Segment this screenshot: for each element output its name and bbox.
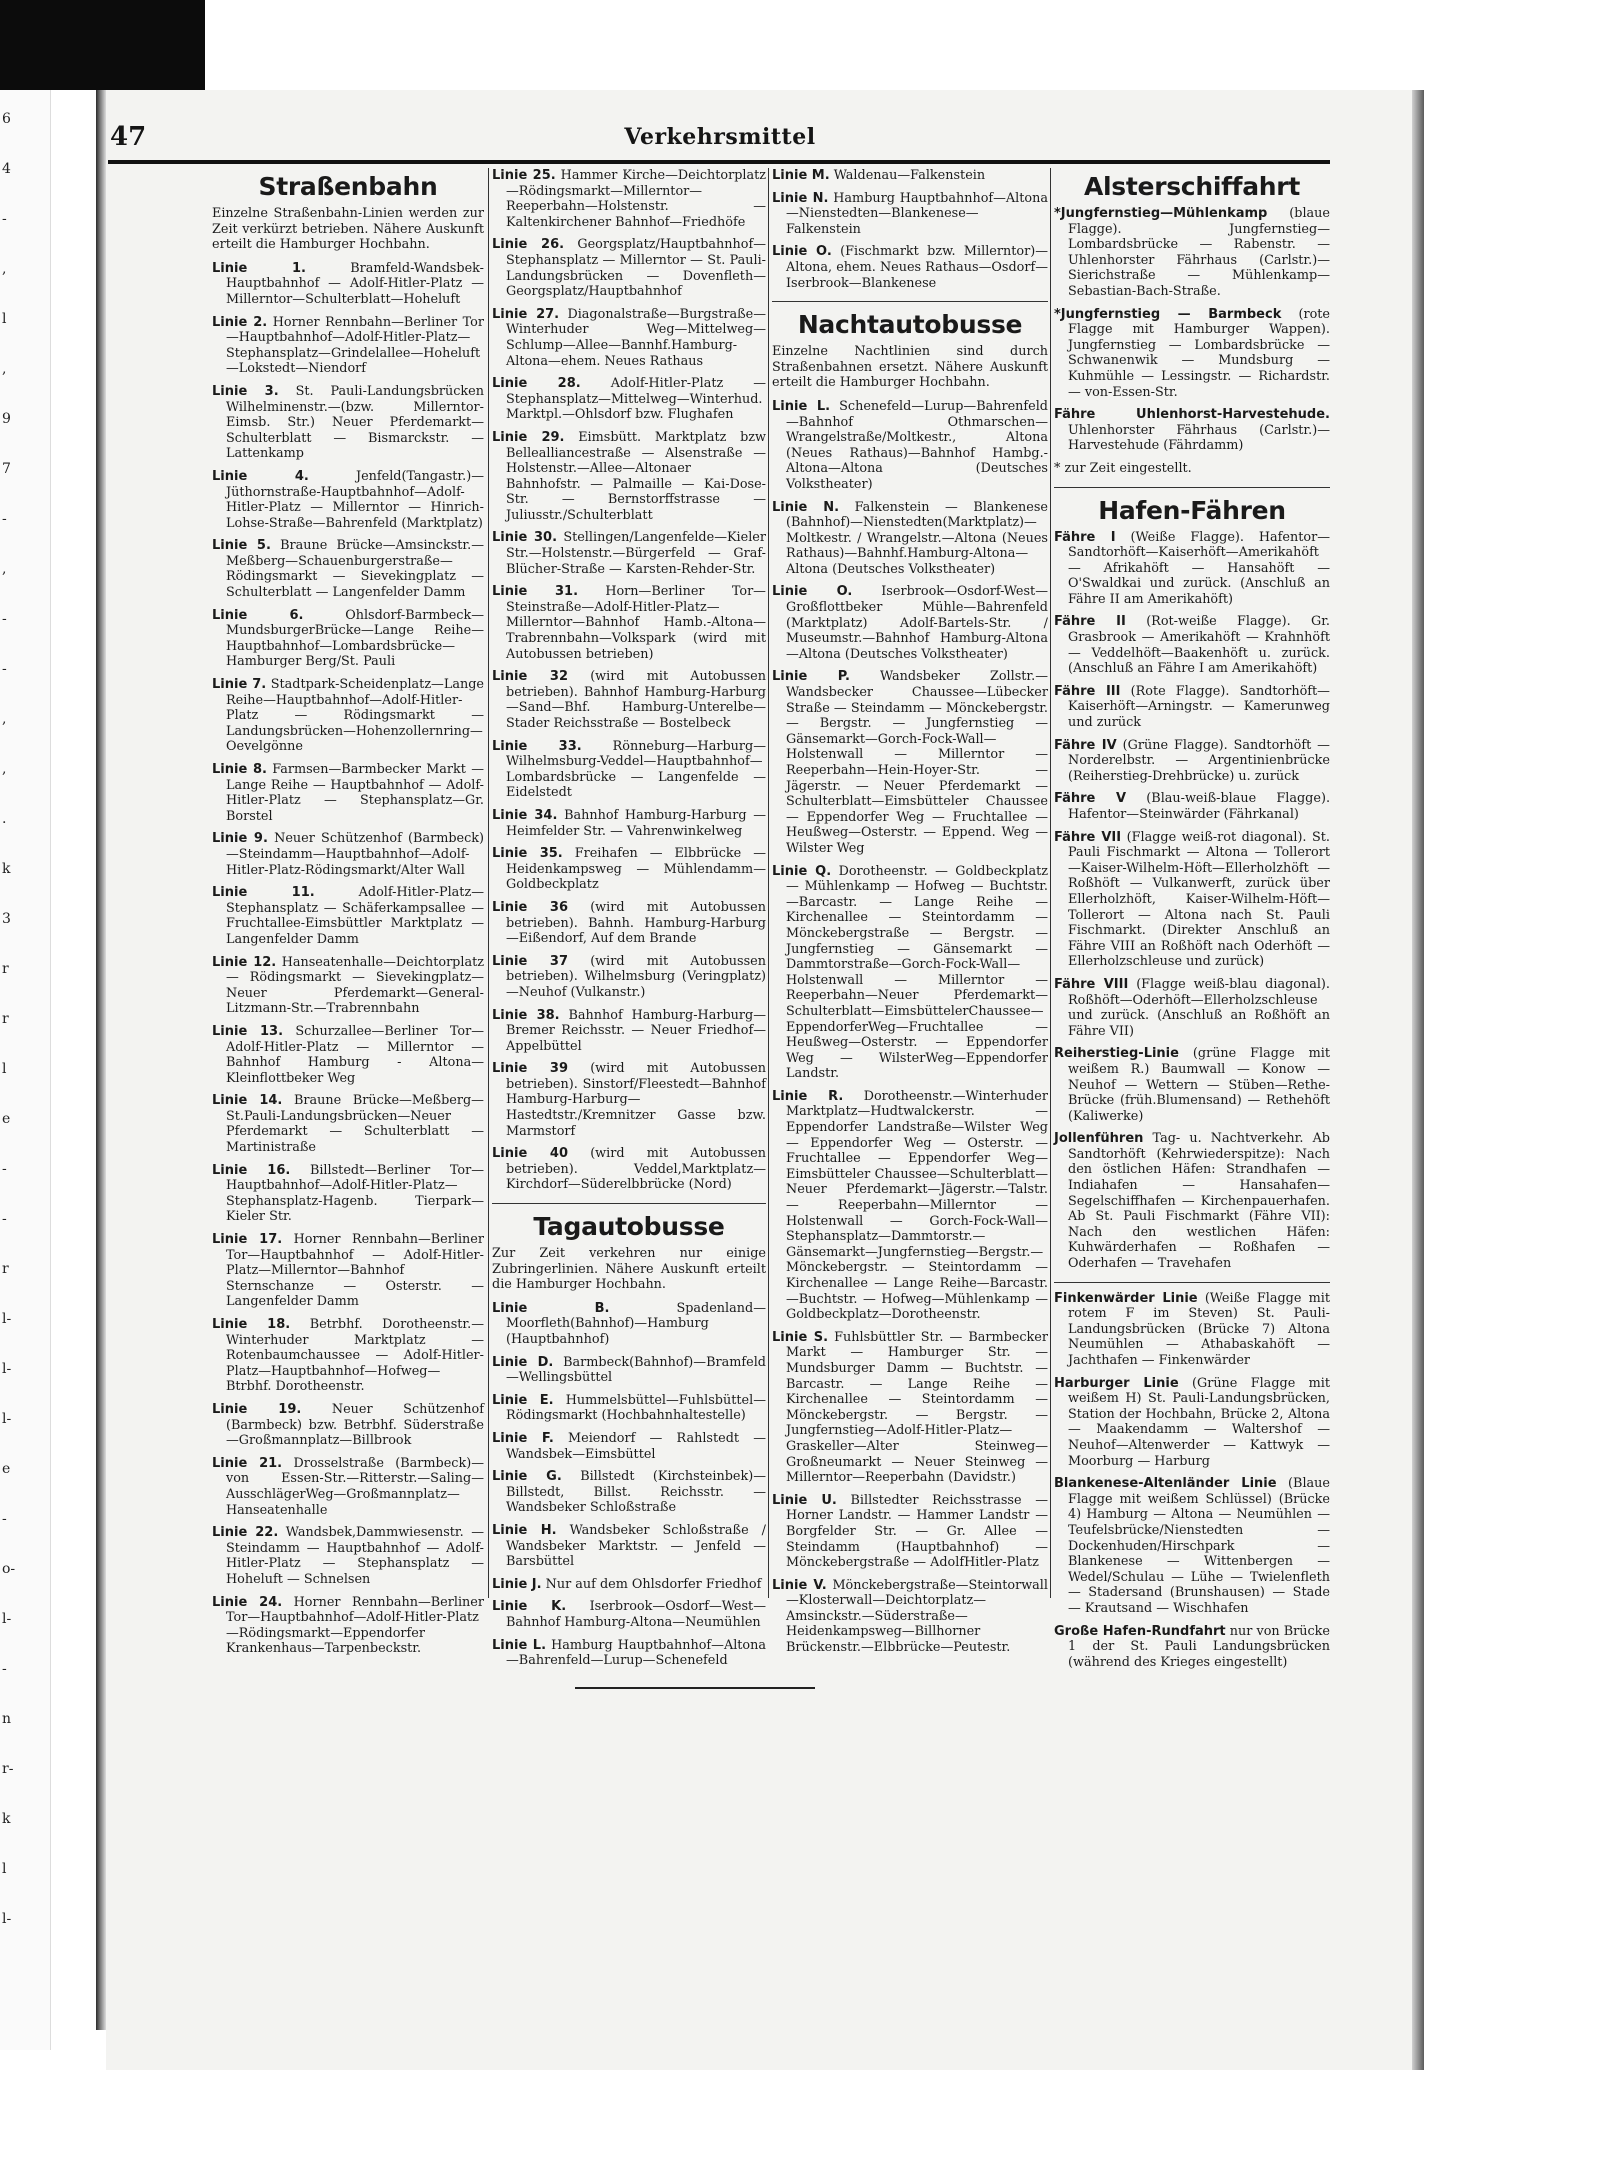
section-rule — [1054, 487, 1330, 488]
route-label: Linie D. — [492, 1354, 554, 1370]
route-entry — [212, 955, 484, 1017]
route-entry — [212, 538, 484, 600]
route-entry — [1054, 206, 1330, 300]
route-entry — [772, 1330, 1048, 1486]
route-label: Linie 1. — [212, 260, 306, 276]
route-label: Linie 4. — [212, 468, 309, 484]
adjacent-page-fragment: r — [2, 1261, 9, 1277]
section-title-hafen-faehren: Hafen-Fähren — [1098, 495, 1286, 525]
route-label: Linie 30. — [492, 530, 558, 546]
adjacent-page-fragment: - — [2, 1511, 7, 1527]
route-entry — [492, 237, 766, 299]
route-entry — [492, 1301, 766, 1348]
route-label: Linie 36 — [492, 899, 568, 915]
route-stops: (wird mit Autobussen betrieben). Wilhelmsburg (Veringplatz)—Neuhof (Vulkanstr.) — [506, 953, 766, 1000]
route-entry — [492, 1469, 766, 1516]
route-entry — [212, 1163, 484, 1225]
route-list — [212, 261, 484, 1657]
route-entry — [492, 1638, 766, 1669]
route-label: *Jungfernstieg — Barmbeck — [1054, 306, 1282, 322]
route-label: Linie 39 — [492, 1061, 568, 1077]
route-stops: Bahnhof Hamburg-Harburg — Heimfelder Str. — Vahrenwinkelweg — [506, 807, 766, 839]
route-stops: Horn—Berliner Tor—Steinstraße—Adolf-Hitler-Platz—Millerntor—Bahnhof Hamb.-Altona—Trabrennbahn—Volkspark (wird mit Autobussen betrieben) — [506, 584, 766, 662]
route-stops: (wird mit Autobussen betrieben). Bahnh. Hamburg-Harburg—Eißendorf, Auf dem Brande — [506, 899, 766, 947]
route-entry — [212, 315, 484, 377]
section-title-tagautobusse: Tagautobusse — [533, 1212, 725, 1242]
route-label: Linie 11. — [212, 885, 315, 901]
route-entry — [212, 1317, 484, 1395]
route-label: Fähre Uhlenhorst-Harvestehude. — [1054, 407, 1330, 423]
route-label: Linie 24. — [212, 1594, 283, 1610]
route-entry — [492, 1393, 766, 1424]
route-entry — [212, 469, 484, 531]
route-label: Linie J. — [492, 1576, 542, 1592]
route-entry — [1054, 1046, 1330, 1124]
route-label: Linie F. — [492, 1430, 554, 1446]
section-rule — [492, 1203, 766, 1204]
header-rule — [108, 160, 1330, 164]
adjacent-page-fragment: k — [2, 861, 11, 877]
route-entry — [212, 261, 484, 308]
route-entry — [212, 608, 484, 670]
section-intro: Einzelne Nachtlinien sind durch Straßenbahnen ersetzt. Nähere Auskunft erteilt die Hamburger Hochbahn. — [772, 344, 1048, 391]
route-label: Linie P. — [772, 669, 850, 685]
route-label: Linie 17. — [212, 1232, 283, 1248]
route-stops: Bahnhof Hamburg-Harburg—Bremer Reichsstr. — Neuer Friedhof—Appelbüttel — [506, 1007, 766, 1054]
route-entry — [772, 244, 1048, 291]
route-label: *Jungfernstieg—Mühlenkamp — [1054, 206, 1268, 221]
route-label: Linie N. — [772, 499, 840, 515]
adjacent-page-fragment: l- — [2, 1361, 12, 1377]
section-intro: Zur Zeit verkehren nur einige Zubringerlinien. Nähere Auskunft erteilt die Hamburger Hochbahn. — [492, 1246, 766, 1293]
route-label: Linie 7. — [212, 677, 267, 693]
section-title-alsterschiffahrt: Alsterschiffahrt — [1083, 172, 1300, 201]
route-entry — [772, 584, 1048, 662]
adjacent-page-fragment: 7 — [2, 461, 11, 477]
route-entry — [1054, 684, 1330, 731]
route-entry — [1054, 407, 1330, 454]
adjacent-page-fragment: - — [2, 211, 7, 227]
route-stops: Stellingen/Langenfelde—Kieler Str.—Holstenstr.—Bürgerfeld — Graf-Blücher-Straße — Karsten-Rehder-Str. — [506, 530, 766, 577]
route-stops: (Weiße Flagge mit rotem F im Steven) St. Pauli-Landungsbrücken (Brücke 7) Altona Neumühlen — Athabaskahöft — Jachthafen — Finkenwärder — [1068, 1290, 1331, 1368]
route-entry — [492, 1523, 766, 1570]
route-label: Linie 38. — [492, 1007, 560, 1023]
route-stops: Hammer Kirche—Deichtorplatz—Rödingsmarkt—Millerntor—Reeperbahn—Holstenstr. — Kaltenkirchener Bahnhof—Friedhöfe — [506, 168, 766, 230]
route-entry — [772, 1493, 1048, 1571]
route-entry — [492, 430, 766, 524]
route-entry — [1054, 307, 1330, 401]
route-label: Linie 40 — [492, 1146, 568, 1162]
route-entry — [772, 1578, 1048, 1656]
route-stops: Neuer Schützenhof (Barmbeck) bzw. Betrbhf. Süderstraße—Großmannplatz—Billbrook — [226, 1401, 484, 1449]
route-list — [772, 168, 1048, 291]
route-entry — [212, 1402, 484, 1449]
section-title-nachtautobusse: Nachtautobusse — [797, 310, 1023, 340]
column-nachtautobusse — [772, 168, 1048, 1663]
route-entry — [492, 846, 766, 893]
adjacent-page-fragment: l — [2, 1061, 7, 1077]
route-entry — [1054, 1376, 1330, 1470]
route-stops: Horner Rennbahn—Berliner Tor—Hauptbahnhof—Adolf-Hitler-Platz—Stephansplatz—Grindelallee—Hoheluft—Lokstedt—Niendorf — [226, 314, 484, 377]
adjacent-page-fragment: - — [2, 1211, 7, 1227]
route-stops: Eimsbütt. Marktplatz bzw Bellealliancestraße — Alsenstraße — Holstenstr.—Allee—Altonaer Bahnhofstr. — Palmaille — Kai-Dose-Str. — Bernstorffstrasse — Juliusstr./Schulterblatt — [506, 429, 766, 523]
route-label: Linie 3. — [212, 383, 279, 399]
adjacent-page-fragment: o- — [2, 1561, 16, 1577]
route-entry — [212, 1525, 484, 1587]
adjacent-page-fragment: l- — [2, 1411, 12, 1427]
route-stops: Iserbrook—Osdorf—West—Bahnhof Hamburg-Altona—Neumühlen — [506, 1599, 766, 1630]
route-stops: Braune Brücke—Meßberg—St.Pauli-Landungsbrücken—Neuer Pferdemarkt — Schulterblatt — Martinistraße — [226, 1093, 484, 1156]
route-label: Linie 14. — [212, 1093, 283, 1109]
route-label: Linie 29. — [492, 429, 565, 445]
route-stops: Hamburg Hauptbahnhof—Altona—Nienstedten—Blankenese—Falkenstein — [786, 190, 1048, 237]
route-stops: Iserbrook—Osdorf-West—Großflottbeker Mühle—Bahrenfeld (Marktplatz) Adolf-Bartels-Str. / Museumstr.—Bahnhof Hamburg-Altona—Altona (Deutsches Volkstheater) — [786, 584, 1048, 662]
adjacent-page-fragment: - — [2, 511, 7, 527]
route-label: Linie R. — [772, 1088, 844, 1104]
route-entry — [772, 168, 1048, 184]
route-stops: Ohlsdorf-Barmbeck—MundsburgerBrücke—Lange Reihe—Hauptbahnhof—Lombardsbrücke—Hamburger Berg/St. Pauli — [226, 607, 484, 670]
route-stops: Horner Rennbahn—Berliner Tor—Hauptbahnhof — Adolf-Hitler-Platz—Millerntor—Bahnhof Sternschanze — Osterstr. — Langenfelder Damm — [226, 1232, 484, 1310]
route-label: Linie 19. — [212, 1401, 302, 1417]
route-stops: (Blaue Flagge mit weißem Schlüssel) (Brücke 4) Hamburg — Altona — Neumühlen — Teufelsbrücke/Nienstedten — Dockenhuden/Hirschpark — Blankenese — Wittenbergen — Wedel/Schulau — Lühe — Twielenfleth — Stadersand (Brunshausen) — Stade — Krautsand — Wischhafen — [1068, 1476, 1330, 1616]
route-stops: Hamburg Hauptbahnhof—Altona—Bahrenfeld—Lurup—Schenefeld — [506, 1637, 767, 1669]
route-entry — [492, 1355, 766, 1386]
adjacent-page-fragment: - — [2, 661, 7, 677]
route-stops: Billstedter Reichsstrasse — Horner Landstr. — Hammer Landstr — Borgfelder Str. — Gr. Allee — Steindamm (Hauptbahnhof) — Mönckebergstraße — AdolfHitler-Platz — [786, 1492, 1048, 1571]
route-label: Linie 9. — [212, 831, 268, 847]
route-stops: Georgsplatz/Hauptbahnhof—Stephansplatz — Millerntor — St. Pauli-Landungsbrücken — Dovenfleth—Georgsplatz/Hauptbahnhof — [506, 237, 766, 300]
route-stops: Wandsbeker Schloßstraße / Wandsbeker Marktstr. — Jenfeld — Barsbüttel — [506, 1522, 766, 1570]
route-stops: Fuhlsbüttler Str. — Barmbecker Markt — Hamburger Str. — Mundsburger Damm — Buchtstr. — Barcastr. — Lange Reihe — Kirchenallee — Steintordamm — Mönckebergstr. — Bergstr. — Jungfernstieg—Adolf-Hitler-Platz—Graskeller—Alter Steinweg—Großneumarkt — Neuer Steinweg — Millerntor—Reeperbahn (Davidstr.) — [786, 1329, 1048, 1486]
route-stops: Nur auf dem Ohlsdorfer Friedhof — [545, 1576, 762, 1592]
route-label: Linie K. — [492, 1599, 567, 1615]
running-title: Verkehrsmittel — [624, 124, 816, 150]
route-stops: Tag- u. Nachtverkehr. Ab Sandtorhöft (Kehrwiederspitze): Nach den östlichen Häfen: Strandhafen — Indiahafen — Hansahafen—Segelschiffhafen — Kirchenpauerhafen. Ab St. Pauli Fischmarkt (Fähre VII): Nach den westlichen Häfen: Kuhwärderhafen — Roßhafen — Oderhafen — Travehafen — [1068, 1131, 1331, 1272]
route-stops: Wandsbek,Dammwiesenstr. — Steindamm — Hauptbahnhof — Adolf-Hitler-Platz — Stephansplatz — Hoheluft — Schnelsen — [226, 1525, 484, 1587]
binding-shadow — [96, 90, 106, 2030]
route-label: Linie L. — [492, 1637, 547, 1653]
adjacent-page-fragment: , — [2, 561, 7, 577]
route-entry — [492, 954, 766, 1001]
route-stops: (grüne Flagge mit weißem R.) Baumwall — Konow — Neuhof — Wettern — Stüben—Rethe-Brücke (früh.Blumensand) — Rethehöft (Kaliwerke) — [1068, 1046, 1330, 1124]
adjacent-page-fragment: 9 — [2, 411, 11, 427]
route-stops: Billstedt (Kirchsteinbek)—Billstedt, Billst. Reichsstr. — Wandsbeker Schloßstraße — [506, 1469, 767, 1516]
route-stops: St. Pauli-Landungsbrücken Wilhelminenstr.—(bzw. Millerntor-Eimsb. Str.) Neuer Pferdemarkt—Schulterblatt — Bismarckstr. — Lattenkamp — [226, 383, 484, 462]
route-stops: (Grüne Flagge mit weißem H) St. Pauli-Landungsbrücken, Station der Hochbahn, Brücke 2, Altona — Maakendamm — Waltershof — Neuhof—Altenwerder — Kattwyk — Moorburg — Harburg — [1068, 1375, 1330, 1469]
route-list — [772, 399, 1048, 1656]
route-stops: Uhlenhorster Fährhaus (Carlstr.)—Harvestehude (Fährdamm) — [1068, 422, 1330, 454]
adjacent-page-fragment: 6 — [2, 111, 11, 127]
route-stops: Wandsbeker Zollstr.—Wandsbecker Chaussee—Lübecker Straße — Steindamm — Mönckebergstr. — Bergstr. — Jungfernstieg — Gänsemarkt—Gorch-Fock-Wall—Holstenwall — Millerntor — Reeperbahn—Hein-Hoyer-Str. — Jägerstr. — Neuer Pferdemarkt — Schulterblatt—Eimsbütteler Chaussee — Eppendorfer Weg — Fruchtallee — Heußweg—Osterstr. — Eppend. Weg — Wilster Weg — [786, 669, 1049, 856]
route-stops: Bramfeld-Wandsbek-Hauptbahnhof — Adolf-Hitler-Platz — Millerntor—Schulterblatt—Hoheluft — [226, 260, 484, 307]
route-label: Linie 2. — [212, 314, 268, 330]
route-entry — [492, 307, 766, 369]
route-label: Große Hafen-Rundfahrt — [1054, 1623, 1226, 1639]
adjacent-page-fragment: , — [2, 261, 7, 277]
route-stops: Jenfeld(Tangastr.)—Jüthornstraße-Hauptbahnhof—Adolf-Hitler-Platz — Millerntor — Hinrich-Lohse-Straße—Bahrenfeld (Marktplatz) — [226, 468, 484, 531]
route-label: Linie U. — [772, 1492, 837, 1508]
page-header — [110, 118, 1330, 164]
route-label: Fähre IV — [1054, 737, 1117, 753]
route-label: Linie 22. — [212, 1525, 279, 1541]
route-stops: Drosselstraße (Barmbeck)—von Essen-Str.—Ritterstr.—Saling—AusschlägerWeg—Großmannplatz—Hanseatenhalle — [226, 1455, 484, 1518]
route-entry — [212, 1093, 484, 1155]
adjacent-page-fragment: e — [2, 1111, 11, 1127]
route-stops: Farmsen—Barmbecker Markt — Lange Reihe — Hauptbahnhof — Adolf-Hitler-Platz — Stephansplatz—Gr. Borstel — [226, 762, 484, 824]
section-intro: Einzelne Straßenbahn-Linien werden zur Zeit verkürzt betrieben. Nähere Auskunft erteilt die Hamburger Hochbahn. — [212, 206, 484, 253]
route-entry — [492, 739, 766, 801]
adjacent-page-fragment: 3 — [2, 911, 11, 927]
route-entry — [772, 500, 1048, 578]
route-stops: Betrbhf. Dorotheenstr.—Winterhuder Marktplatz — Rotenbaumchaussee — Adolf-Hitler-Platz—Hauptbahnhof—Hofweg—Btrbhf. Dorotheenstr. — [226, 1317, 485, 1395]
route-entry — [492, 1146, 766, 1193]
section-title-strassenbahn: Straßenbahn — [258, 172, 438, 201]
section-rule — [1054, 1282, 1330, 1283]
route-label: Linie E. — [492, 1392, 554, 1408]
route-entry — [1054, 1476, 1330, 1616]
route-stops: (wird mit Autobussen betrieben). Sinstorf/Fleestedt—Bahnhof Hamburg-Harburg—Hastedtstr./Kremnitzer Gasse bzw. Marmstorf — [506, 1061, 766, 1139]
adjacent-page-edge — [0, 90, 51, 2050]
route-stops: (Flagge weiß-rot diagonal). St. Pauli Fischmarkt — Altona — Tollerort—Kaiser-Wilhelm-Höft—Ellerholzhöft — Roßhöft — Vulkanwerft, zurück über Ellerholzhöft, Kaiser-Wilhelm-Höft—Tollerort — Altona nach St. Pauli Fischmarkt. (Direkter Anschluß an Fähre VIII an Roßhöft nach Oderhöft — Ellerholzschleuse und zurück) — [1068, 829, 1330, 970]
column-divider — [768, 168, 769, 1598]
route-entry — [772, 669, 1048, 856]
route-entry — [1054, 530, 1330, 608]
route-stops: Schenefeld—Lurup—Bahrenfeld—Bahnhof Othmarschen—Wrangelstraße/Moltkestr., Altona (Neues Rathaus)—Bahnhof Hambg.-Altona—Altona (Deutsches Volkstheater) — [786, 398, 1048, 492]
route-entry — [492, 1061, 766, 1139]
route-stops: Braune Brücke—Amsinckstr.—Meßberg—Schauenburgerstraße—Rödingsmarkt — Sievekingplatz — Schulterblatt — Langenfelder Damm — [226, 538, 484, 601]
route-entry — [492, 584, 766, 662]
route-label: Linie 5. — [212, 538, 271, 554]
adjacent-page-fragment: - — [2, 1161, 7, 1177]
route-label: Fähre I — [1054, 529, 1116, 545]
route-list — [492, 1301, 766, 1669]
route-list — [1054, 1291, 1330, 1671]
footnote: * zur Zeit eingestellt. — [1054, 460, 1192, 476]
route-entry — [212, 1232, 484, 1310]
route-stops: Rönneburg—Harburg—Wilhelmsburg-Veddel—Hauptbahnhof—Lombardsbrücke — Langenfelde — Eidelstedt — [506, 738, 766, 801]
route-entry — [492, 669, 766, 731]
route-entry — [212, 831, 484, 878]
route-label: Jollenführen — [1054, 1131, 1144, 1147]
route-entry — [492, 376, 766, 423]
route-stops: Horner Rennbahn—Berliner Tor—Hauptbahnhof—Adolf-Hitler-Platz—Rödingsmarkt—Eppendorfer Krankenhaus—Tarpenbeckstr. — [226, 1594, 484, 1657]
route-list — [1054, 206, 1330, 454]
adjacent-page-fragment: r- — [2, 1761, 14, 1777]
route-label: Linie 31. — [492, 584, 579, 600]
section-rule — [772, 301, 1048, 302]
route-stops: (wird mit Autobussen betrieben). Veddel,Marktplatz—Kirchdorf—Süderelbbrücke (Nord) — [506, 1146, 766, 1193]
route-label: Linie Q. — [772, 863, 832, 879]
route-entry — [1054, 1624, 1330, 1671]
adjacent-page-fragment: - — [2, 1661, 7, 1677]
adjacent-page-fragment: l — [2, 1861, 7, 1877]
column-divider — [1050, 168, 1051, 1598]
route-label: Linie 28. — [492, 376, 581, 392]
route-label: Fähre VII — [1054, 829, 1122, 845]
route-stops: Diagonalstraße—Burgstraße—Winterhuder Weg—Mittelweg—Schlump—Allee—Bannhf.Hamburg-Altona—ehem. Neues Rathaus — [506, 306, 766, 369]
route-label: Linie N. — [772, 190, 829, 206]
route-label: Linie 18. — [212, 1317, 291, 1332]
route-label: Linie 37 — [492, 953, 568, 969]
route-label: Linie 13. — [212, 1023, 284, 1039]
route-entry — [772, 399, 1048, 493]
route-label: Linie S. — [772, 1329, 829, 1345]
route-stops: Stadtpark-Scheidenplatz—Lange Reihe—Hauptbahnhof—Adolf-Hitler-Platz — Rödingsmarkt — Landungsbrücken—Hohenzollernring—Oevelgönne — [226, 677, 484, 755]
route-stops: Waldenau—Falkenstein — [833, 168, 986, 183]
adjacent-page-fragment: l- — [2, 1611, 12, 1627]
adjacent-page-fragment: l- — [2, 1911, 12, 1927]
route-entry — [212, 885, 484, 947]
adjacent-page-fragment: r — [2, 1011, 9, 1027]
page-right-edge — [1412, 90, 1424, 2070]
route-label: Linie L. — [772, 398, 831, 414]
adjacent-page-fragment: , — [2, 361, 7, 377]
page-number: 47 — [110, 122, 147, 152]
route-label: Reiherstieg-Linie — [1054, 1046, 1179, 1062]
route-stops: Spadenland—Moorfleth(Bahnhof)—Hamburg (Hauptbahnhof) — [506, 1300, 766, 1347]
route-label: Linie 33. — [492, 738, 582, 754]
route-label: Linie H. — [492, 1522, 557, 1538]
route-stops: (Blau-weiß-blaue Flagge). Hafentor—Steinwärder (Fährkanal) — [1068, 791, 1331, 822]
route-stops: (Rot-weiße Flagge). Gr. Grasbrook — Amerikahöft — Krahnhöft — Veddelhöft—Baakenhöft u. zurück. (Anschluß an Fähre I am Amerikahöft) — [1068, 614, 1331, 677]
route-label: Linie 26. — [492, 237, 565, 253]
route-entry — [772, 864, 1048, 1082]
route-label: Linie 6. — [212, 607, 304, 623]
route-entry — [1054, 1291, 1330, 1369]
route-label: Linie O. — [772, 244, 832, 260]
route-stops: Freihafen — Elbbrücke — Heidenkampsweg — Mühlendamm—Goldbeckplatz — [506, 846, 766, 893]
route-label: Fähre III — [1054, 683, 1121, 699]
route-stops: (wird mit Autobussen betrieben). Bahnhof Hamburg-Harburg—Sand—Bhf. Hamburg-Unterelbe—Stader Reichsstraße — Bostelbeck — [506, 669, 766, 731]
route-label: Finkenwärder Linie — [1054, 1290, 1198, 1306]
scan-black-corner — [0, 0, 205, 90]
route-stops: (Weiße Flagge). Hafentor—Sandtorhöft—Kaiserhöft—Amerikahöft — Afrikahöft — Hansahöft — O'Swaldkai und zurück. (Anschluß an Fähre II am Amerikahöft) — [1068, 529, 1330, 607]
adjacent-page-fragment: , — [2, 711, 7, 727]
route-label: Linie 35. — [492, 846, 563, 862]
route-label: Harburger Linie — [1054, 1375, 1179, 1391]
adjacent-page-fragment: e — [2, 1461, 11, 1477]
route-stops: (Fischmarkt bzw. Millerntor)—Altona, ehem. Neues Rathaus—Osdorf—Iserbrook—Blankenese — [786, 244, 1048, 291]
route-label: Linie V. — [772, 1577, 827, 1593]
route-entry — [492, 1008, 766, 1055]
route-entry — [772, 191, 1048, 238]
column-schiffahrt — [1054, 168, 1330, 1677]
route-label: Linie 32 — [492, 669, 568, 685]
route-stops: (blaue Flagge). Jungfernstieg—Lombardsbrücke — Rabenstr. — Uhlenhorster Fährhaus (Carlstr.)—Sierichstraße — Mühlenkamp—Sebastian-Bach-Straße. — [1068, 206, 1330, 299]
route-entry — [212, 1595, 484, 1657]
route-stops: Dorotheenstr. — Goldbeckplatz — Mühlenkamp — Hofweg — Buchtstr.—Barcastr. — Lange Reihe — Kirchenallee — Steintordamm — Mönckebergstraße — Bergstr. — Jungfernstieg — Gänsemarkt — Dammtorstraße—Gorch-Fock-Wall—Holstenwall — Millerntor — Reeperbahn—Neuer Pferdemarkt—Schulterblatt—EimsbüttelerChaussee—EppendorferWeg—Fruchtallee — Heußweg—Osterstr. — Eppendorfer Weg — WilsterWeg—Eppendorfer Landstr. — [786, 863, 1048, 1082]
adjacent-page-fragment: . — [2, 811, 7, 827]
route-stops: Adolf-Hitler-Platz—Stephansplatz — Schäferkampsallee — Fruchtallee-Eimsbüttler Marktplatz — Langenfelder Damm — [226, 885, 484, 947]
route-stops: Dorotheenstr.—Winterhuder Marktplatz—Hudtwalckerstr. — Eppendorfer Landstraße—Wilster Weg — Eppendorfer Weg — Osterstr. — Fruchtallee — Eppendorfer Weg—Eimsbütteler Chaussee—Schulterblatt—Neuer Pferdemarkt—Jägerstr.—Talstr. — Reeperbahn—Millerntor — Holstenwall — Gorch-Fock-Wall—Stephansplatz—Dammtorstr.—Gänsemarkt—Jungfernstieg—Bergstr.—Mönckebergstr. — Steintordamm — Kirchenallee — Lange Reihe—Barcastr.—Buchtstr. — Hofweg—Mühlenkamp — Goldbeckplatz—Dorotheenstr. — [786, 1088, 1048, 1323]
route-entry — [492, 1577, 766, 1593]
route-label: Linie B. — [492, 1300, 610, 1316]
route-stops: Barmbeck(Bahnhof)—Bramfeld—Wellingsbüttel — [506, 1354, 766, 1386]
route-entry — [1054, 1131, 1330, 1271]
route-stops: Hanseatenhalle—Deichtorplatz — Rödingsmarkt — Sievekingplatz—Neuer Pferdemarkt—General-Litzmann-Str.—Trabrennbahn — [226, 954, 484, 1017]
route-label: Linie 25. — [492, 168, 556, 183]
adjacent-page-fragment: k — [2, 1811, 11, 1827]
adjacent-page-fragment: l- — [2, 1311, 12, 1327]
route-stops: Meiendorf — Rahlstedt — Wandsbek—Eimsbüttel — [506, 1430, 767, 1462]
route-entry — [492, 808, 766, 839]
route-label: Linie 34. — [492, 807, 558, 823]
adjacent-page-fragment: , — [2, 761, 7, 777]
route-entry — [1054, 830, 1330, 970]
route-label: Linie O. — [772, 584, 853, 600]
route-stops: nur von Brücke 1 der St. Pauli Landungsbrücken (während des Krieges eingestellt) — [1068, 1623, 1330, 1670]
route-stops: Adolf-Hitler-Platz — Stephansplatz—Mittelweg—Winterhud. Marktpl.—Ohlsdorf bzw. Flughafen — [506, 376, 766, 423]
route-label: Linie 27. — [492, 306, 560, 322]
route-list — [492, 168, 766, 1193]
route-entry — [212, 1024, 484, 1086]
adjacent-page-fragment: 4 — [2, 161, 11, 177]
adjacent-page-fragment: - — [2, 611, 7, 627]
column-strassenbahn-cont — [492, 168, 766, 1676]
route-entry — [1054, 614, 1330, 676]
route-stops: Falkenstein — Blankenese (Bahnhof)—Nienstedten(Marktplatz)—Moltkestr. / Wrangelstr.—Altona (Neues Rathaus)—Bahnhf.Hamburg-Altona—Altona (Deutsches Volkstheater) — [786, 499, 1048, 577]
route-label: Linie 16. — [212, 1162, 291, 1178]
route-stops: (Flagge weiß-blau diagonal). Roßhöft—Oderhöft—Ellerholzschleuse und zurück. (Anschluß an Roßhöft an Fähre VII) — [1068, 976, 1330, 1039]
route-list — [1054, 530, 1330, 1272]
route-entry — [212, 762, 484, 824]
route-entry — [492, 900, 766, 947]
route-entry — [212, 384, 484, 462]
route-stops: (Grüne Flagge). Sandtorhöft — Norderelbstr. — Argentinienbrücke (Reiherstieg-Drehbrücke) u. zurück — [1068, 737, 1330, 784]
route-stops: (rote Flagge mit Hamburger Wappen). Jungfernstieg — Lombardsbrücke — Schwanenwik — Mundsburg — Kuhmühle — Lessingstr. — Richardstr. — von-Essen-Str. — [1068, 306, 1330, 400]
route-entry — [212, 1456, 484, 1518]
route-stops: Schurzallee—Berliner Tor—Adolf-Hitler-Platz — Millerntor — Bahnhof Hamburg - Altona—Kleinflottbeker Weg — [226, 1023, 484, 1086]
route-label: Linie 12. — [212, 954, 277, 970]
route-label: Linie 21. — [212, 1455, 283, 1471]
route-label: Fähre V — [1054, 791, 1127, 807]
route-label: Blankenese-Altenländer Linie — [1054, 1476, 1277, 1492]
route-entry — [492, 168, 766, 230]
route-entry — [492, 1599, 766, 1630]
route-entry — [1054, 791, 1330, 822]
column-divider — [488, 168, 489, 1598]
end-rule — [575, 1687, 815, 1689]
route-stops: (Rote Flagge). Sandtorhöft—Kaiserhöft—Arningstr. — Kamerunweg und zurück — [1068, 683, 1330, 731]
route-entry — [772, 1089, 1048, 1323]
route-label: Fähre II — [1054, 614, 1126, 630]
route-entry — [1054, 977, 1330, 1039]
route-stops: Hummelsbüttel—Fuhlsbüttel—Rödingsmarkt (Hochbahnhaltestelle) — [506, 1392, 766, 1424]
route-entry — [492, 530, 766, 577]
adjacent-page-fragment: n — [2, 1711, 12, 1727]
route-label: Fähre VIII — [1054, 976, 1129, 992]
route-label: Linie G. — [492, 1469, 562, 1485]
route-label: Linie 8. — [212, 762, 267, 777]
route-label: Linie M. — [772, 168, 830, 183]
column-strassenbahn — [212, 168, 484, 1664]
route-entry — [1054, 738, 1330, 785]
route-entry — [212, 677, 484, 755]
adjacent-page-fragment: r — [2, 961, 9, 977]
route-stops: Neuer Schützenhof (Barmbeck)—Steindamm—Hauptbahnhof—Adolf-Hitler-Platz-Rödingsmarkt/Alter Wall — [226, 831, 485, 878]
route-stops: Mönckebergstraße—Steintorwall—Klosterwall—Deichtorplatz—Amsinckstr.—Süderstraße—Heidenkampsweg—Billhorner Brückenstr.—Elbbrücke—Peutestr. — [786, 1577, 1048, 1656]
route-stops: Billstedt—Berliner Tor—Hauptbahnhof—Adolf-Hitler-Platz—Stephansplatz-Hagenb. Tierpark—Kieler Str. — [226, 1162, 484, 1225]
route-entry — [492, 1431, 766, 1462]
adjacent-page-fragment: l — [2, 311, 7, 327]
